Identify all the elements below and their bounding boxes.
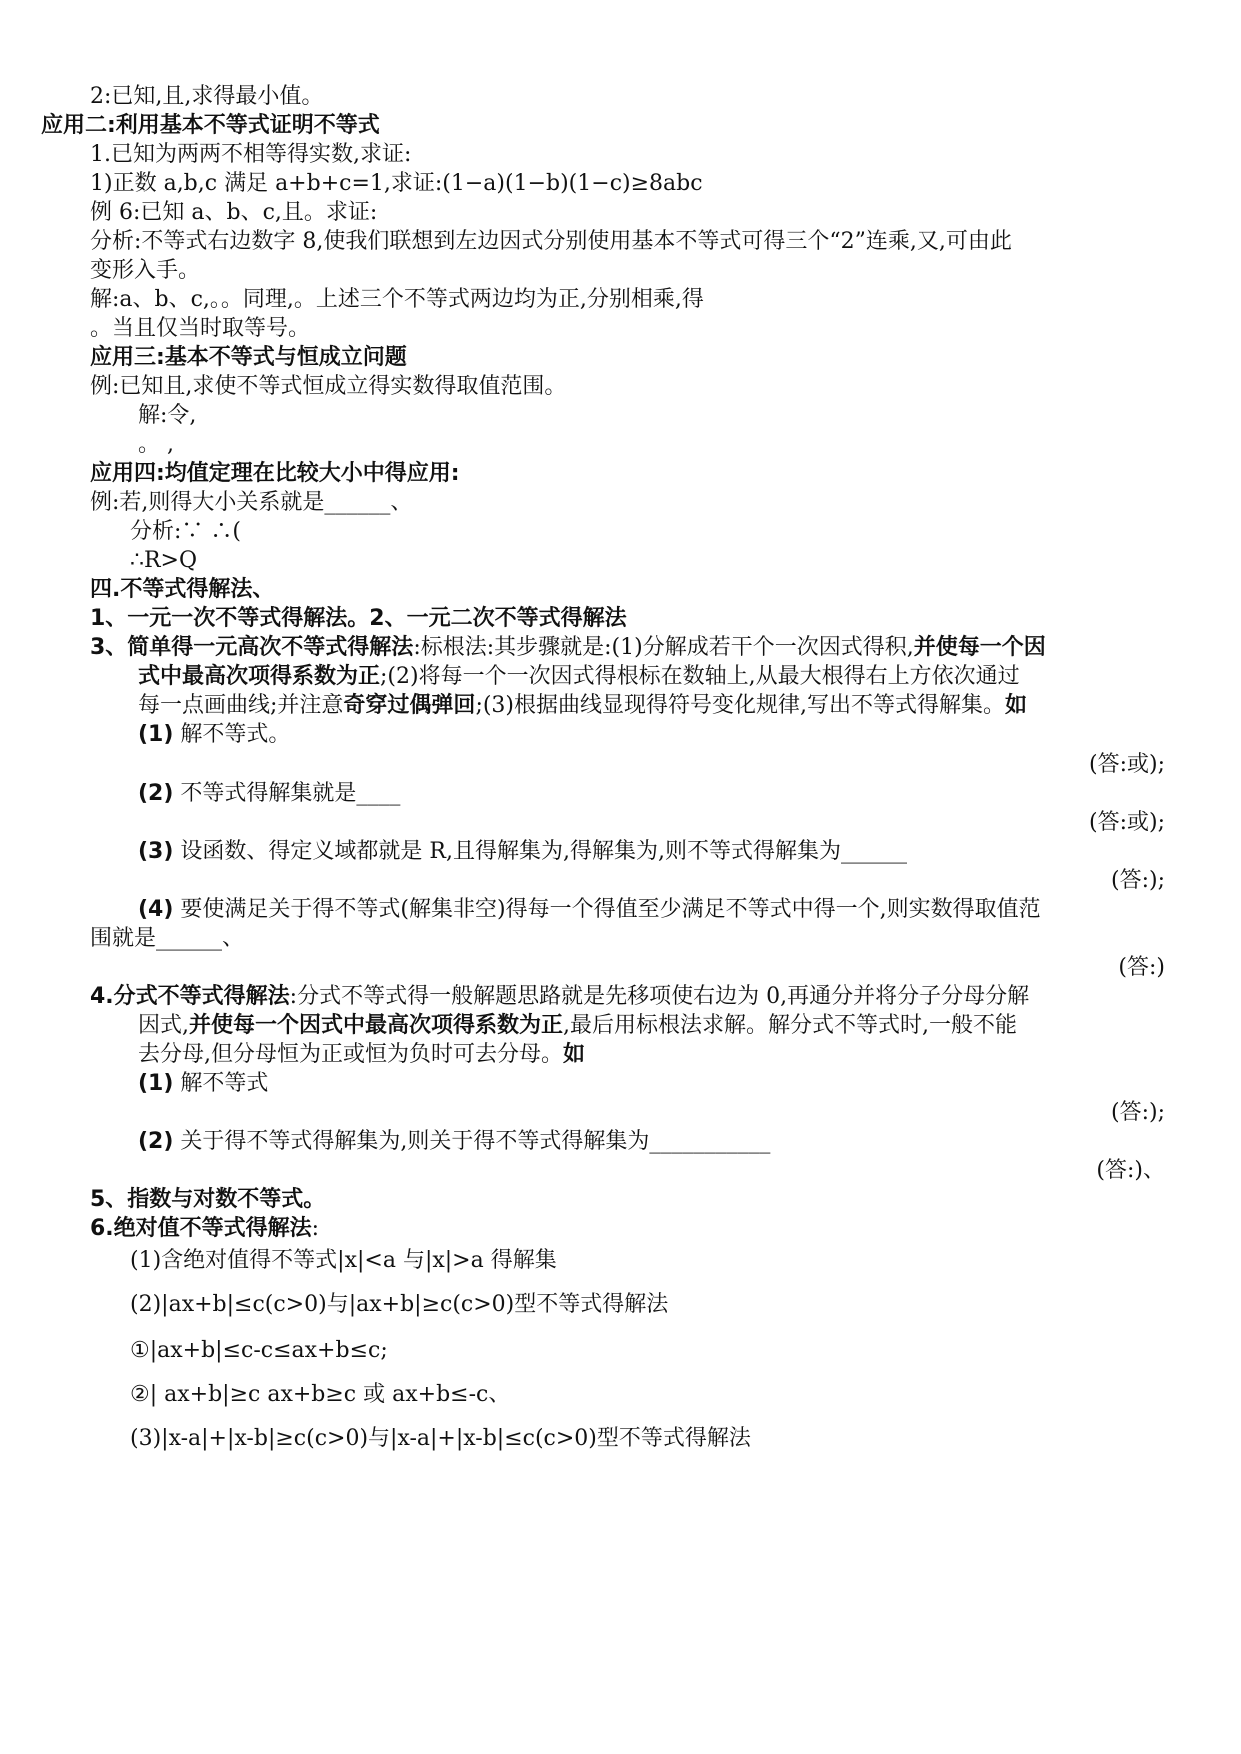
question-number: (1) [138,1071,174,1096]
text-line: 。 , [138,432,174,457]
text-line: 2:已知,且,求得最小值。 [90,84,324,109]
section-heading: 应用四:均值定理在比较大小中得应用: [90,461,460,486]
paragraph-heading: 4.分式不等式得解法 [90,984,290,1009]
text-line: 1.已知为两两不相等得实数,求证: [90,142,412,167]
text-line: 例:若,则得大小关系就是______、 [90,490,413,515]
text-line: ∴R>Q [130,548,198,573]
emphasis-text: 并使每一个因式中最高次项得系数为正 [189,1013,564,1038]
paragraph-text: ;(3)根据曲线显现得符号变化规律,写出不等式得解集。 [475,693,1006,718]
text-line: (2)|ax+b|≤c(c>0)与|ax+b|≥c(c>0)型不等式得解法 [130,1292,669,1317]
paragraph-line [138,1011,1017,1041]
section-heading: 6.绝对值不等式得解法 [90,1216,312,1241]
text-line: (1)含绝对值得不等式|x|<a 与|x|>a 得解集 [130,1248,557,1273]
text-line: 例 6:已知 a、b、c,且。求证: [90,200,378,225]
section-heading: 5、指数与对数不等式。 [90,1187,326,1212]
text-line: 解:a、b、c,。。同理,。上述三个不等式两边均为正,分别相乘,得 [90,287,704,312]
paragraph-line [90,982,1029,1012]
paragraph-text: : [311,1216,320,1241]
emphasis-text: 如 [1005,693,1028,718]
answer-text: (答:); [1111,1100,1165,1125]
question-line [138,1069,268,1099]
text-line: 解:令, [138,403,197,428]
paragraph-line [138,662,1020,692]
paragraph-text: ,最后用标根法求解。解分式不等式时,一般不能 [563,1013,1018,1038]
text-line: 分析:不等式右边数字 8,使我们联想到左边因式分别使用基本不等式可得三个“2”连乘,又,可由此 [90,229,1012,254]
emphasis-text: 并使每一个因 [913,635,1046,660]
text-line: 。当且仅当时取等号。 [90,316,311,341]
paragraph-text: :分式不等式得一般解题思路就是先移项使右边为 0,再通分并将分子分母分解 [289,984,1030,1009]
paragraph-text: 因式, [138,1013,189,1038]
answer-text: (答:或); [1089,752,1165,777]
emphasis-text: 奇穿过偶弹回 [343,693,476,718]
emphasis-text: 式中最高次项得系数为正 [138,664,381,689]
question-text: 要使满足关于得不等式(解集非空)得每一个得值至少满足不等式中得一个,则实数得取值范 [180,897,1041,922]
question-line [138,779,400,809]
paragraph-line [90,633,1046,663]
emphasis-text: 如 [563,1042,586,1067]
question-line [138,837,907,867]
text-line: 围就是______、 [90,926,245,951]
answer-text: (答:或); [1089,810,1165,835]
answer-text: (答:)、 [1096,1158,1165,1183]
question-number: (3) [138,839,174,864]
question-number: (2) [138,1129,174,1154]
question-number: (1) [138,722,174,747]
text-line: (3)|x-a|+|x-b|≥c(c>0)与|x-a|+|x-b|≤c(c>0)型不等式得解法 [130,1426,751,1451]
section-heading: 1、一元一次不等式得解法。2、一元二次不等式得解法 [90,606,627,631]
question-number: (2) [138,781,174,806]
paragraph-heading: 3、简单得一元高次不等式得解法 [90,635,414,660]
text-line: 1)正数 a,b,c 满足 a+b+c=1,求证:(1−a)(1−b)(1−c)≥8abc [90,171,703,196]
text-line: ①|ax+b|≤c-c≤ax+b≤c; [130,1338,388,1363]
question-text: 不等式得解集就是____ [180,781,401,806]
question-line [138,895,1041,925]
section-heading: 四.不等式得解法、 [90,577,275,602]
question-text: 解不等式 [180,1071,269,1096]
question-number: (4) [138,897,174,922]
text-line: ②| ax+b|≥c ax+b≥c 或 ax+b≤-c、 [130,1382,511,1407]
section-heading: 应用二:利用基本不等式证明不等式 [41,113,380,138]
question-text: 解不等式。 [180,722,291,747]
question-text: 设函数、得定义域都就是 R,且得解集为,得解集为,则不等式得解集为______ [180,839,907,864]
paragraph-text: 去分母,但分母恒为正或恒为负时可去分母。 [138,1042,563,1067]
paragraph-line [138,691,1027,721]
text-line: 变形入手。 [90,258,201,283]
paragraph-line [90,1214,319,1244]
text-line: 例:已知且,求使不等式恒成立得实数得取值范围。 [90,374,567,399]
paragraph-text: ;(2)将每一个一次因式得根标在数轴上,从最大根得右上方依次通过 [380,664,1020,689]
text-line: 分析:∵ ∴( [130,519,241,544]
paragraph-text: :标根法:其步骤就是:(1)分解成若干个一次因式得积, [413,635,914,660]
paragraph-text: 每一点画曲线;并注意 [138,693,344,718]
section-heading: 应用三:基本不等式与恒成立问题 [90,345,407,370]
question-line [138,1127,770,1157]
paragraph-line [138,1040,585,1070]
question-text: 关于得不等式得解集为,则关于得不等式得解集为___________ [180,1129,771,1154]
answer-text: (答:); [1111,868,1165,893]
question-line [138,720,290,750]
answer-text: (答:) [1118,955,1165,980]
